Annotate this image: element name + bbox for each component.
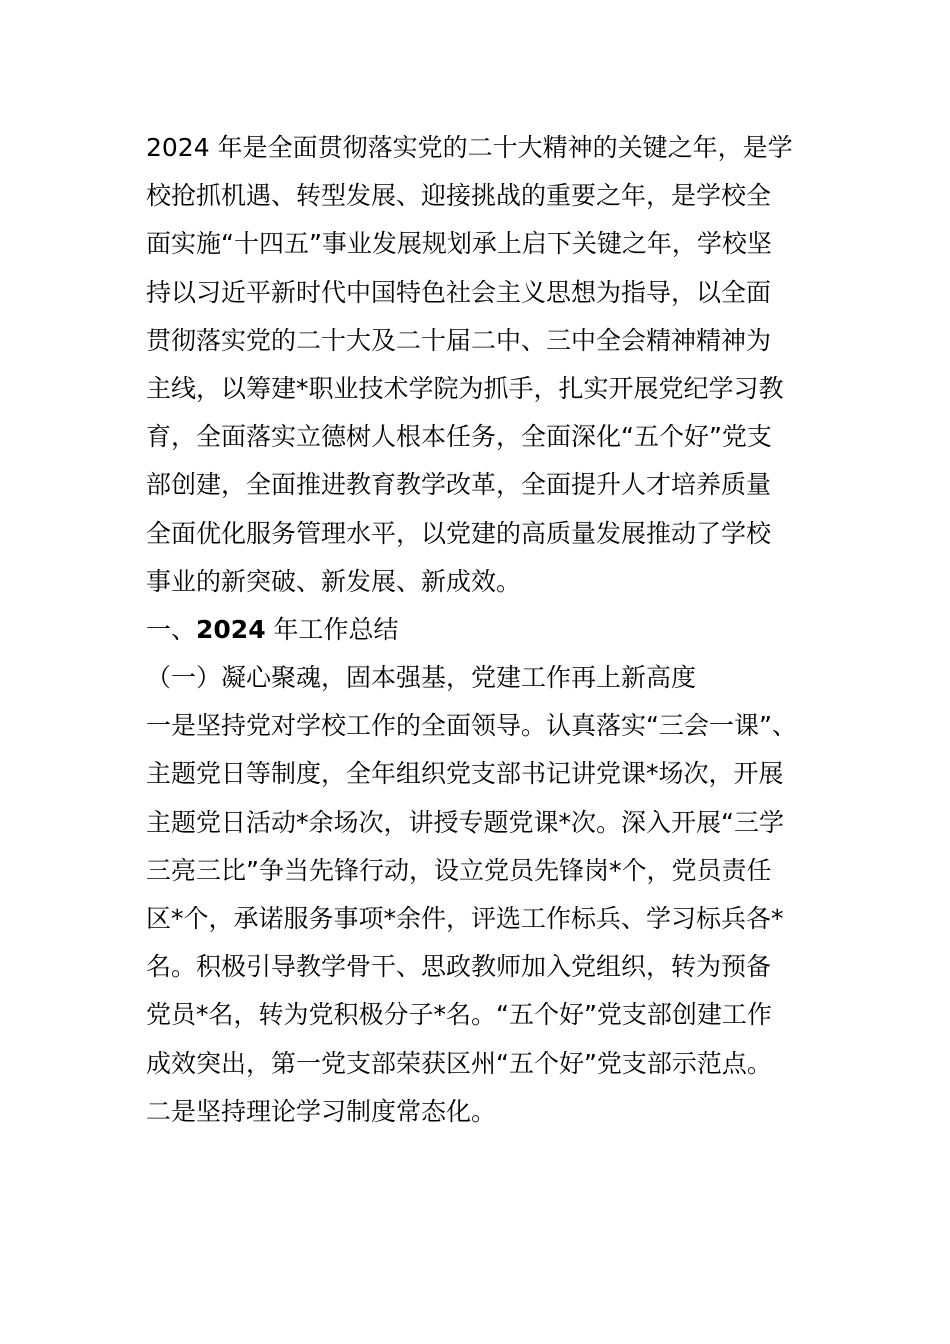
- point-two-line: 二是坚持理论学习制度常态化。: [146, 1096, 497, 1126]
- section-heading: [146, 606, 810, 654]
- point-one-line: 名。积极引导教学骨干、思政教师加入党组织，转为预备: [146, 952, 772, 982]
- intro-paragraph: [146, 124, 810, 606]
- intro-line: 部创建，全面推进教育教学改革，全面提升人才培养质量: [146, 470, 772, 500]
- point-one-paragraph: [146, 702, 810, 1088]
- document-body: [146, 124, 810, 1136]
- section-heading-year: 2024: [196, 614, 266, 644]
- point-one-line: 三亮三比”争当先锋行动，设立党员先锋岗*个，党员责任: [146, 855, 772, 885]
- section-heading-suffix: 年工作总结: [265, 614, 399, 644]
- point-one-line: 主题党日等制度，全年组织党支部书记讲党课*场次，开展: [146, 759, 784, 789]
- intro-line: 持以习近平新时代中国特色社会主义思想为指导，以全面: [146, 277, 772, 307]
- point-one-line: 一是坚持党对学校工作的全面领导。认真落实“三会一课”、: [146, 711, 797, 741]
- intro-line: 事业的新突破、新发展、新成效。: [146, 566, 522, 596]
- point-one-line: 党员*名，转为党积极分子*名。“五个好”党支部创建工作: [146, 1000, 772, 1030]
- intro-line: 2024 年是全面贯彻落实党的二十大精神的关键之年，是学: [146, 133, 793, 162]
- point-one-line: 成效突出，第一党支部荣获区州“五个好”党支部示范点。: [146, 1048, 772, 1078]
- intro-line: 面实施“十四五”事业发展规划承上启下关键之年，学校坚: [146, 229, 772, 259]
- intro-line: 贯彻落实党的二十大及二十届二中、三中全会精神精神为: [146, 325, 772, 355]
- section-heading-prefix: 一、: [146, 614, 197, 644]
- subsection-heading: （一）凝心聚魂，固本强基，党建工作再上新高度: [146, 663, 697, 693]
- point-one-line: 主题党日活动*余场次，讲授专题党课*次。深入开展“三学: [146, 807, 784, 837]
- intro-line: 主线，以筹建*职业技术学院为抓手，扎实开展党纪学习教: [146, 373, 784, 403]
- intro-line: 育，全面落实立德树人根本任务，全面深化“五个好”党支: [146, 422, 772, 452]
- point-one-line: 区*个，承诺服务事项*余件，评选工作标兵、学习标兵各*: [146, 904, 784, 933]
- intro-line: 全面优化服务管理水平，以党建的高质量发展推动了学校: [146, 518, 772, 548]
- intro-line: 校抢抓机遇、转型发展、迎接挑战的重要之年，是学校全: [146, 181, 772, 211]
